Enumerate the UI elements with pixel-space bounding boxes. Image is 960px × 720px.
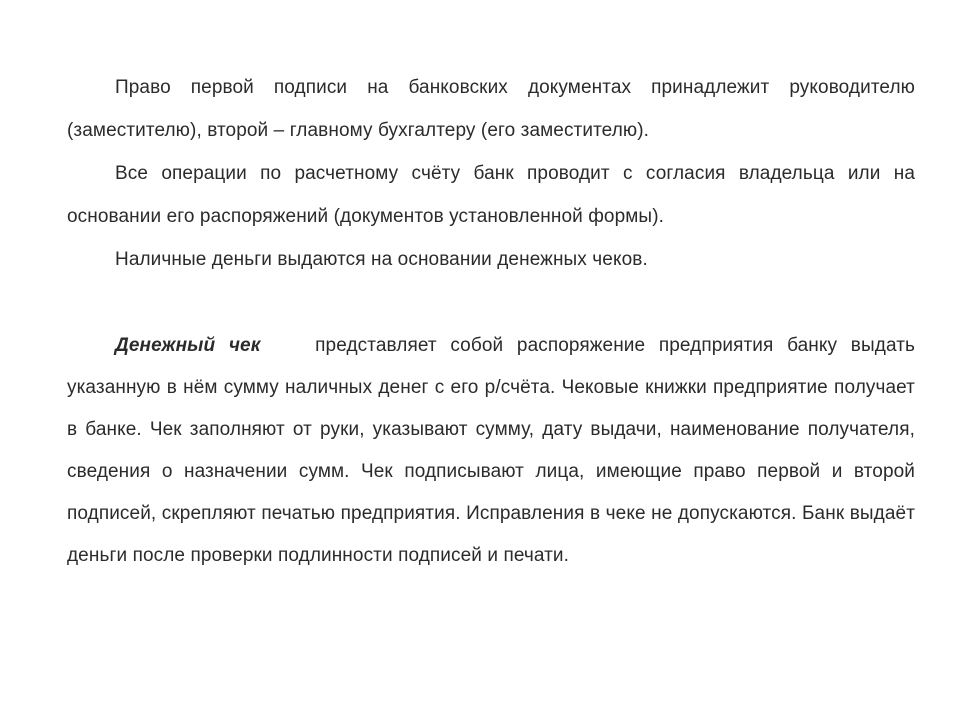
intro-text-block [67, 66, 915, 281]
definition-text: представляет собой распоряжение предприятия банку выдать указанную в нём сумму наличных денег с его р/счёта. Чековые книжки предприятие получает в банке. Чек заполняют от руки, указывают сумму, дату выдачи, наименование получателя, сведения о назначении сумм. Чек подписывают лица, имеющие право первой и второй подписей, скрепляют печатью предприятия. Исправления в чеке не допускаются. Банк выдаёт деньги после проверки подлинности подписей и печати. [67, 335, 915, 566]
paragraph-account-operations: Все операции по расчетному счёту банк проводит с согласия владельца или на основании его распоряжений (документов установленной формы). [67, 163, 915, 227]
definition-term: Денежный чек [115, 335, 261, 356]
definition-text-block [67, 325, 915, 577]
paragraph-cash-check-definition [67, 325, 915, 577]
paragraph-signature-rights: Право первой подписи на банковских документах принадлежит руководителю (заместителю), второй – главному бухгалтеру (его заместителю). [67, 77, 915, 141]
paragraph-cash-issuance: Наличные деньги выдаются на основании денежных чеков. [115, 249, 648, 270]
